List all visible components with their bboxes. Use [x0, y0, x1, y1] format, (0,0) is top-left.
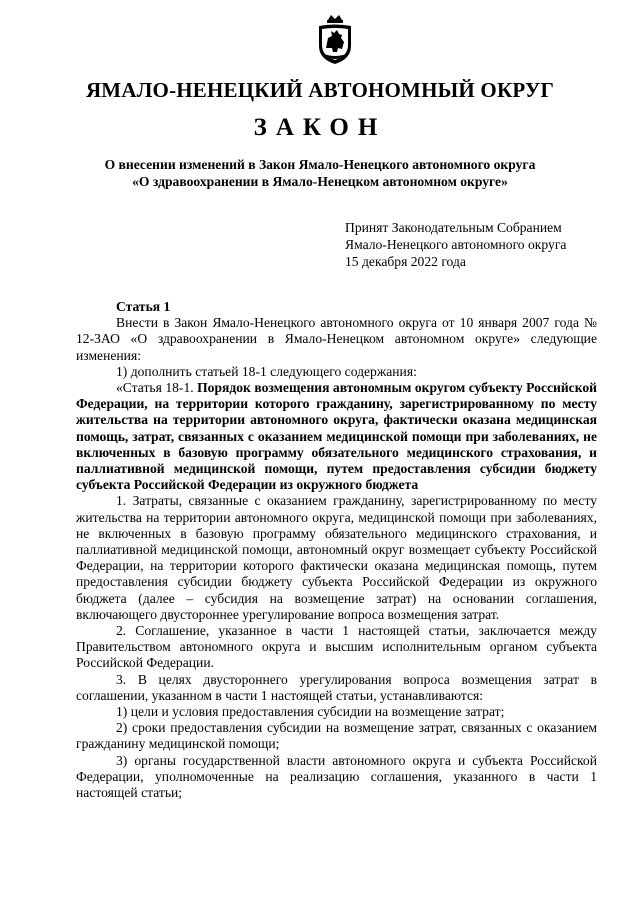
adoption-line-1: Принят Законодательным Собранием: [345, 220, 562, 235]
adoption-date: 15 декабря 2022 года: [345, 254, 466, 269]
part-3: 3. В целях двустороннего урегулирования вопроса возмещения затрат в соглашении, указанном в части 1 настоящей статьи, устанавливаются:: [76, 671, 597, 703]
article-heading: Статья 1: [116, 299, 171, 314]
adoption-info: [345, 219, 566, 270]
document-type: ЗАКОН: [253, 114, 387, 141]
law-body: [76, 299, 597, 801]
part-2: 2. Соглашение, указанное в части 1 настоящей статьи, заключается между Правительством автономного округа и высшим исполнительным органом субъекта Российской Федерации.: [76, 623, 597, 671]
new-article-heading: [76, 380, 597, 493]
part-3-item-3: 3) органы государственной власти автономного округа и субъекта Российской Федерации, уполномоченные на реализацию соглашения, указанного в части 1 настоящей статьи;: [76, 752, 597, 801]
coat-of-arms-icon: [316, 14, 354, 66]
part-3-item-2: 2) сроки предоставления субсидии на возмещение затрат, связанных с оказанием гражданину медицинской помощи;: [76, 720, 597, 752]
region-title: ЯМАЛО-НЕНЕЦКИЙ АВТОНОМНЫЙ ОКРУГ: [85, 78, 555, 102]
new-article-prefix: «Статья 18-1.: [116, 380, 198, 396]
adoption-line-2: Ямало-Ненецкого автономного округа: [345, 237, 567, 252]
subject-line-2: «О здравоохранении в Ямало-Ненецком автономном округе»: [132, 174, 508, 189]
article-intro: Внести в Закон Ямало-Ненецкого автономного округа от 10 января 2007 года № 12-ЗАО «О здравоохранении в Ямало-Ненецком автономном округе» следующие изменения:: [76, 315, 597, 363]
amendment-item-1: 1) дополнить статьей 18-1 следующего содержания:: [116, 363, 417, 379]
part-3-item-1: 1) цели и условия предоставления субсидии на возмещение затрат;: [116, 704, 505, 720]
new-article-title: Порядок возмещения автономным округом субъекту Российской Федерации, на территории которого гражданину, зарегистрированному по месту жительства на территории автономного округа, фактически оказана медицинская помощь, затрат, связанных с оказанием медицинской помощи при заболеваниях, не включенных в базовую программу обязательного медицинского страхования, и паллиативной медицинской помощи, путем предоставления субсидии бюджету субъекта Российской Федерации из окружного бюджета: [76, 380, 597, 493]
part-1: 1. Затраты, связанные с оказанием гражданину, зарегистрированному по месту жительства на территории автономного округа, медицинской помощи при заболеваниях, не включенных в базовую программу обязательного медицинского страхования, и паллиативной медицинской помощи, автономный округ возмещает субъекту Российской Федерации, на территории которого фактически оказана медицинская помощь, путем предоставления субсидии бюджету субъекта Российской Федерации из окружного бюджета (далее – субсидия на возмещение затрат) на основании соглашения, включающего двустороннее урегулирование вопроса возмещения затрат.: [76, 493, 597, 622]
document-subject: [0, 156, 640, 190]
subject-line-1: О внесении изменений в Закон Ямало-Ненецкого автономного округа: [104, 157, 536, 172]
